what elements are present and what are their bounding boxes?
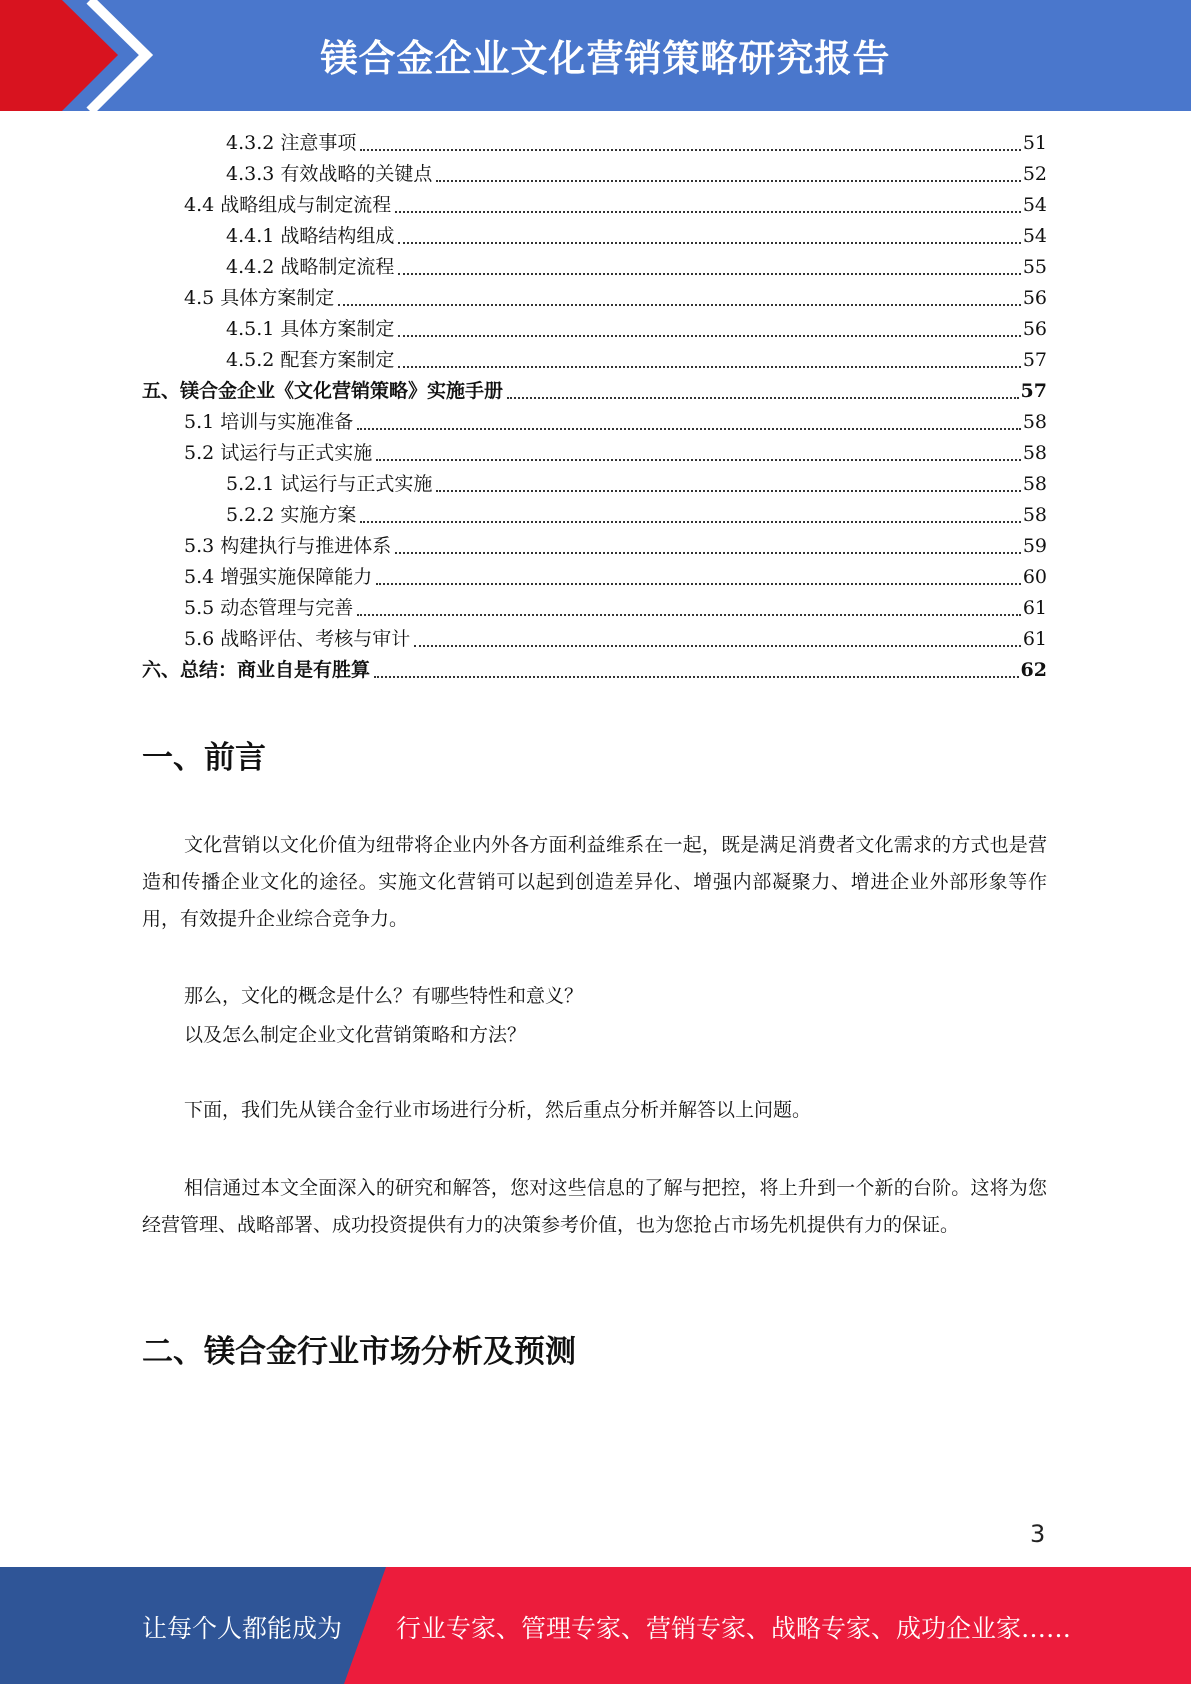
toc-dot-leader — [395, 211, 1021, 213]
toc-entry-title: 六、总结：商业自是有胜算 — [142, 659, 371, 681]
toc-chapter-entry[interactable] — [142, 376, 1047, 407]
toc-entry-page: 58 — [1022, 504, 1047, 526]
toc-entry[interactable] — [226, 128, 1047, 159]
section-heading-preface: 一、前言 — [142, 740, 266, 776]
footer-slogan-left: 让每个人都能成为 — [142, 1614, 343, 1643]
toc-entry[interactable] — [184, 438, 1047, 469]
toc-entry-title: 4.5.1 具体方案制定 — [226, 318, 395, 340]
toc-dot-leader — [398, 335, 1020, 337]
toc-entry-page: 58 — [1022, 442, 1047, 464]
toc-dot-leader — [338, 304, 1021, 306]
toc-entry-title: 5.5 动态管理与完善 — [184, 597, 354, 619]
toc-entry-page: 57 — [1020, 380, 1047, 402]
preface-question-2: 以及怎么制定企业文化营销策略和方法？ — [184, 1024, 527, 1046]
toc-entry[interactable] — [226, 314, 1047, 345]
toc-entry-page: 58 — [1022, 411, 1047, 433]
toc-entry-page: 59 — [1022, 535, 1047, 557]
toc-entry-title: 5.6 战略评估、考核与审计 — [184, 628, 411, 650]
toc-entry-page: 55 — [1022, 256, 1047, 278]
toc-entry-title: 5.2 试运行与正式实施 — [184, 442, 373, 464]
toc-entry-page: 56 — [1022, 287, 1047, 309]
toc-entry-title: 5.2.2 实施方案 — [226, 504, 357, 526]
toc-dot-leader — [374, 676, 1019, 678]
page-number: 3 — [1030, 1520, 1046, 1548]
preface-paragraph-1: 文化营销以文化价值为纽带将企业内外各方面利益维系在一起，既是满足消费者文化需求的方式也是营造和传播企业文化的途径。实施文化营销可以起到创造差异化、增强内部凝聚力、增进企业外部形象等作用，有效提升企业综合竞争力。 — [142, 834, 1047, 930]
toc-entry-title: 4.3.3 有效战略的关键点 — [226, 163, 433, 185]
toc-entry-page: 54 — [1022, 194, 1047, 216]
toc-entry-title: 5.4 增强实施保障能力 — [184, 566, 373, 588]
toc-entry-page: 60 — [1022, 566, 1047, 588]
toc-entry-title: 五、镁合金企业《文化营销策略》实施手册 — [142, 380, 504, 402]
toc-entry-title: 4.5.2 配套方案制定 — [226, 349, 395, 371]
toc-entry[interactable] — [184, 283, 1047, 314]
toc-dot-leader — [357, 614, 1021, 616]
toc-dot-leader — [360, 521, 1020, 523]
section-heading-market-analysis: 二、镁合金行业市场分析及预测 — [142, 1334, 576, 1370]
toc-dot-leader — [436, 490, 1020, 492]
toc-entry-page: 57 — [1022, 349, 1047, 371]
toc-entry[interactable] — [184, 407, 1047, 438]
toc-entry-title: 5.2.1 试运行与正式实施 — [226, 473, 433, 495]
toc-dot-leader — [376, 459, 1021, 461]
toc-entry-page: 52 — [1022, 163, 1047, 185]
toc-dot-leader — [398, 366, 1020, 368]
toc-dot-leader — [398, 273, 1020, 275]
toc-dot-leader — [414, 645, 1021, 647]
toc-entry[interactable] — [184, 531, 1047, 562]
toc-entry-page: 54 — [1022, 225, 1047, 247]
toc-entry-title: 5.3 构建执行与推进体系 — [184, 535, 392, 557]
toc-entry-page: 58 — [1022, 473, 1047, 495]
toc-entry[interactable] — [226, 221, 1047, 252]
toc-entry[interactable] — [226, 469, 1047, 500]
report-title: 镁合金企业文化营销策略研究报告 — [320, 37, 891, 80]
toc-entry-title: 5.1 培训与实施准备 — [184, 411, 354, 433]
toc-entry-title: 4.4.1 战略结构组成 — [226, 225, 395, 247]
toc-entry[interactable] — [184, 190, 1047, 221]
toc-entry[interactable] — [184, 593, 1047, 624]
toc-entry-title: 4.3.2 注意事项 — [226, 132, 357, 154]
toc-chapter-entry[interactable] — [142, 655, 1047, 686]
toc-entry-title: 4.4.2 战略制定流程 — [226, 256, 395, 278]
toc-entry-page: 61 — [1022, 628, 1047, 650]
toc-entry[interactable] — [184, 624, 1047, 655]
footer-banner — [0, 1567, 1191, 1684]
toc-entry-title: 4.5 具体方案制定 — [184, 287, 335, 309]
toc-dot-leader — [395, 552, 1021, 554]
toc-dot-leader — [357, 428, 1021, 430]
toc-entry-title: 4.4 战略组成与制定流程 — [184, 194, 392, 216]
toc-entry[interactable] — [184, 562, 1047, 593]
footer-slogan-right: 行业专家、管理专家、营销专家、战略专家、成功企业家…… — [396, 1614, 1072, 1643]
preface-question-1: 那么，文化的概念是什么？有哪些特性和意义？ — [184, 985, 584, 1007]
toc-entry-page: 56 — [1022, 318, 1047, 340]
toc-dot-leader — [398, 242, 1020, 244]
toc-entry[interactable] — [226, 500, 1047, 531]
header-banner — [0, 0, 1191, 111]
toc-entry-page: 62 — [1020, 659, 1047, 681]
toc-entry[interactable] — [226, 252, 1047, 283]
toc-entry-page: 61 — [1022, 597, 1047, 619]
preface-paragraph-3: 相信通过本文全面深入的研究和解答，您对这些信息的了解与把控，将上升到一个新的台阶。这将为您经营管理、战略部署、成功投资提供有力的决策参考价值，也为您抢占市场先机提供有力的保证。 — [142, 1177, 1047, 1236]
toc-dot-leader — [507, 397, 1019, 399]
toc-entry[interactable] — [226, 159, 1047, 190]
preface-paragraph-2: 下面，我们先从镁合金行业市场进行分析，然后重点分析并解答以上问题。 — [184, 1099, 812, 1121]
toc-dot-leader — [436, 180, 1020, 182]
toc-dot-leader — [376, 583, 1021, 585]
toc-entry-page: 51 — [1022, 132, 1047, 154]
toc-entry[interactable] — [226, 345, 1047, 376]
toc-dot-leader — [360, 149, 1020, 151]
